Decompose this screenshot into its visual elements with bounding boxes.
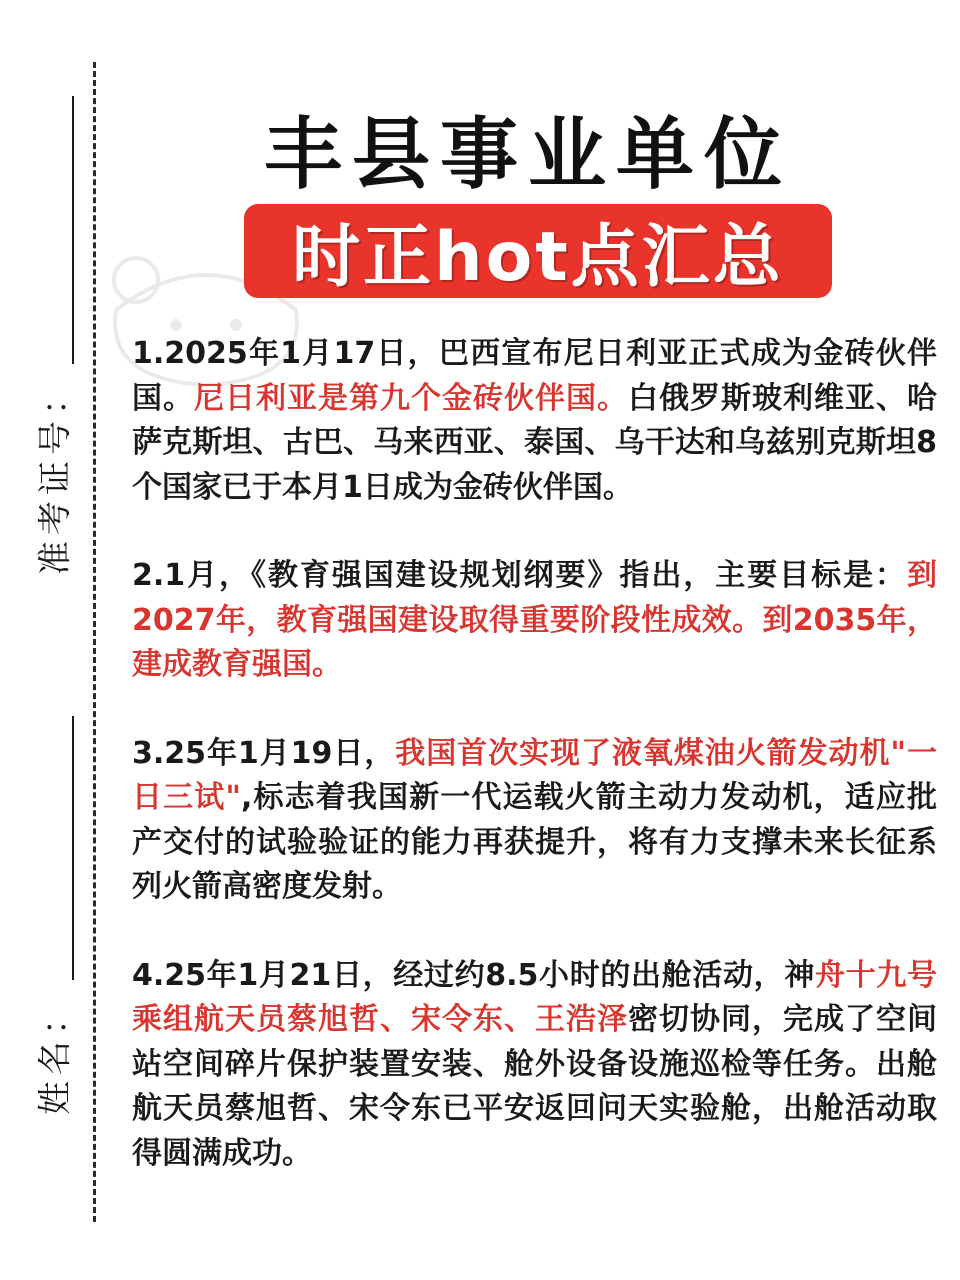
- exam-number-label: 准考证号：: [35, 375, 76, 575]
- topic-3-highlight: 我国首次实现了液氧煤油火箭发动机"一日三试": [132, 735, 938, 815]
- exam-number-write-line: [72, 96, 74, 364]
- topic-item-1: [132, 332, 937, 510]
- page-title: 丰县事业单位: [263, 110, 792, 200]
- topic-item-2: [132, 554, 937, 688]
- subtitle-text: 时正hot点汇总: [292, 217, 784, 297]
- topic-3-text-continued: ,标志着我国新一代运载火箭主动力发动机，适应批产交付的试验验证的能力再获提升，将有力支撑未来长征系列火箭高密度发射。: [132, 780, 937, 904]
- name-label: 姓名：: [35, 995, 76, 1115]
- topic-4-text: 4.25年1月21日，经过约8.5小时的出舱活动，神: [132, 957, 816, 993]
- topic-item-4: [132, 954, 937, 1177]
- topic-4-text-continued: 密切协同，完成了空间站空间碎片保护装置安装、舱外设备设施巡检等任务。出舱航天员蔡旭哲、宋令东已平安返回问天实验舱，出舱活动取得圆满成功。: [132, 1002, 937, 1171]
- topic-3-text: 3.25年1月19日，: [132, 735, 396, 771]
- topic-1-highlight: 尼日利亚是第九个金砖伙伴国。: [194, 380, 628, 416]
- topic-2-highlight: 到2027年，教育强国建设取得重要阶段性成效。到2035年，建成教育强国。: [132, 558, 937, 682]
- name-write-line: [72, 716, 74, 980]
- topic-1-text: 1.2025年1月17日，巴西宣布尼日利亚正式成为金砖伙伴国。: [132, 336, 937, 416]
- cut-line-dashed: [93, 62, 96, 1222]
- topic-1-text-continued: 白俄罗斯玻利维亚、哈萨克斯坦、古巴、马来西亚、泰国、乌干达和乌兹别克斯坦8个国家已于本月1日成为金砖伙伴国。: [132, 380, 937, 505]
- topic-4-highlight: 舟十九号乘组航天员蔡旭哲、宋令东、王浩泽: [132, 957, 937, 1037]
- subtitle-banner: [244, 204, 832, 298]
- topic-2-text: 2.1月，《教育强国建设规划纲要》指出，主要目标是：: [132, 558, 907, 593]
- hot-topics-list: [132, 332, 937, 1220]
- topic-item-3: [132, 732, 937, 910]
